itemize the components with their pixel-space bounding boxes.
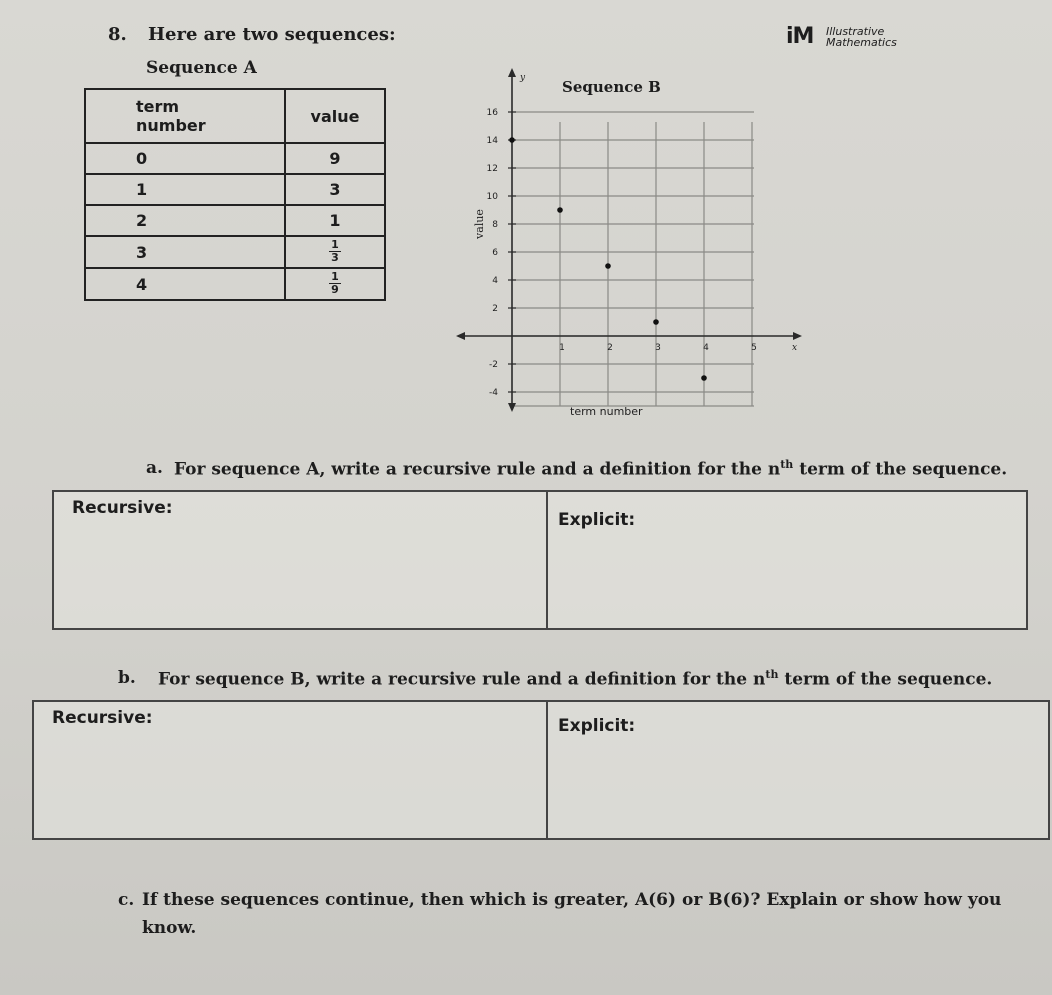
y-tick-label: 16: [486, 108, 498, 118]
part-a-explicit-label: Explicit:: [558, 510, 636, 530]
part-b-text: [158, 668, 992, 690]
table-row: [85, 205, 385, 236]
illustrative-mathematics-logo: [786, 24, 926, 50]
data-point: [653, 319, 659, 325]
term-cell: 0: [85, 143, 285, 174]
y-tick-label: 12: [486, 164, 498, 174]
part-c-text: [142, 886, 1022, 942]
table-row: [85, 143, 385, 174]
part-a-text-before: For sequence A, write a recursive rule and a definition for the n: [174, 459, 781, 480]
table-header-row: [85, 89, 385, 143]
y-tick-label: -4: [489, 388, 498, 398]
y-axis-arrow-down: [508, 403, 516, 412]
header-term-number: [85, 89, 285, 143]
y-tick-label: 8: [492, 220, 498, 230]
fraction-denominator: 9: [331, 283, 339, 296]
y-tick-label: 2: [492, 304, 498, 314]
term-cell: 2: [85, 205, 285, 236]
x-tick-label: 3: [655, 343, 661, 353]
part-c-line-2: know.: [142, 918, 197, 938]
sequence-a-table: [84, 88, 386, 301]
part-a-answer-box[interactable]: [52, 490, 1028, 630]
y-tick-label: 14: [486, 136, 498, 146]
data-point: [557, 207, 563, 213]
part-a-text: [174, 458, 1007, 480]
graph-title: Sequence B: [562, 78, 661, 96]
part-a-letter: a.: [146, 458, 163, 478]
part-a-divider: [546, 492, 548, 628]
part-b-divider: [546, 702, 548, 838]
part-b-explicit-label: Explicit:: [558, 716, 636, 736]
value-cell: [285, 268, 385, 300]
part-a-text-after: term of the sequence.: [793, 459, 1008, 480]
question-number: 8.: [108, 24, 127, 45]
logo-mark: iM: [786, 24, 814, 49]
value-cell: 9: [285, 143, 385, 174]
header-term-line-1: term: [136, 97, 180, 116]
table-row: [85, 268, 385, 300]
y-axis-label: value: [473, 209, 486, 239]
y-axis-letter: y: [520, 73, 526, 83]
part-c-line-1: If these sequences continue, then which is greater, A(6) or B(6)? Explain or show how you: [142, 890, 1002, 910]
part-b-sup: th: [765, 668, 779, 681]
y-tick-label: 6: [492, 248, 498, 258]
x-tick-label: 1: [559, 343, 565, 353]
term-cell: 3: [85, 236, 285, 268]
part-a-recursive-label: Recursive:: [72, 498, 173, 518]
value-cell: 3: [285, 174, 385, 205]
part-a-sup: th: [780, 458, 794, 471]
table-row: [85, 236, 385, 268]
term-cell: 1: [85, 174, 285, 205]
x-tick-label: 4: [703, 343, 709, 353]
logo-line-1: Illustrative: [826, 25, 885, 38]
question-intro: Here are two sequences:: [148, 24, 396, 45]
x-tick-label: 5: [751, 343, 757, 353]
part-b-recursive-label: Recursive:: [52, 708, 153, 728]
term-cell: 4: [85, 268, 285, 300]
data-point: [701, 375, 707, 381]
header-term-line-2: number: [136, 116, 206, 135]
x-axis-arrow: [793, 332, 802, 340]
value-cell: [285, 236, 385, 268]
part-b-answer-box[interactable]: [32, 700, 1050, 840]
sequence-b-graph: [450, 60, 820, 430]
fraction: [329, 271, 341, 296]
header-value: value: [285, 89, 385, 143]
logo-text: [826, 26, 897, 48]
fraction-denominator: 3: [331, 251, 339, 264]
x-axis-letter: x: [792, 343, 798, 353]
y-axis-arrow: [508, 68, 516, 77]
value-cell: 1: [285, 205, 385, 236]
part-b-letter: b.: [118, 668, 136, 688]
y-tick-label: 4: [492, 276, 498, 286]
x-axis-label: term number: [570, 405, 643, 418]
fraction: [329, 239, 341, 264]
sequence-a-label: Sequence A: [146, 58, 257, 78]
part-c-letter: c.: [118, 890, 135, 910]
logo-line-2: Mathematics: [826, 36, 897, 49]
x-axis-arrow-left: [456, 332, 465, 340]
fraction-numerator: 1: [331, 270, 339, 283]
data-point: [509, 137, 515, 143]
part-b-text-after: term of the sequence.: [778, 669, 993, 690]
y-tick-label: 10: [486, 192, 498, 202]
x-tick-label: 2: [607, 343, 613, 353]
fraction-numerator: 1: [331, 238, 339, 251]
table-row: [85, 174, 385, 205]
y-tick-label: -2: [489, 360, 498, 370]
part-b-text-before: For sequence B, write a recursive rule and a definition for the n: [158, 669, 766, 690]
data-point: [605, 263, 611, 269]
